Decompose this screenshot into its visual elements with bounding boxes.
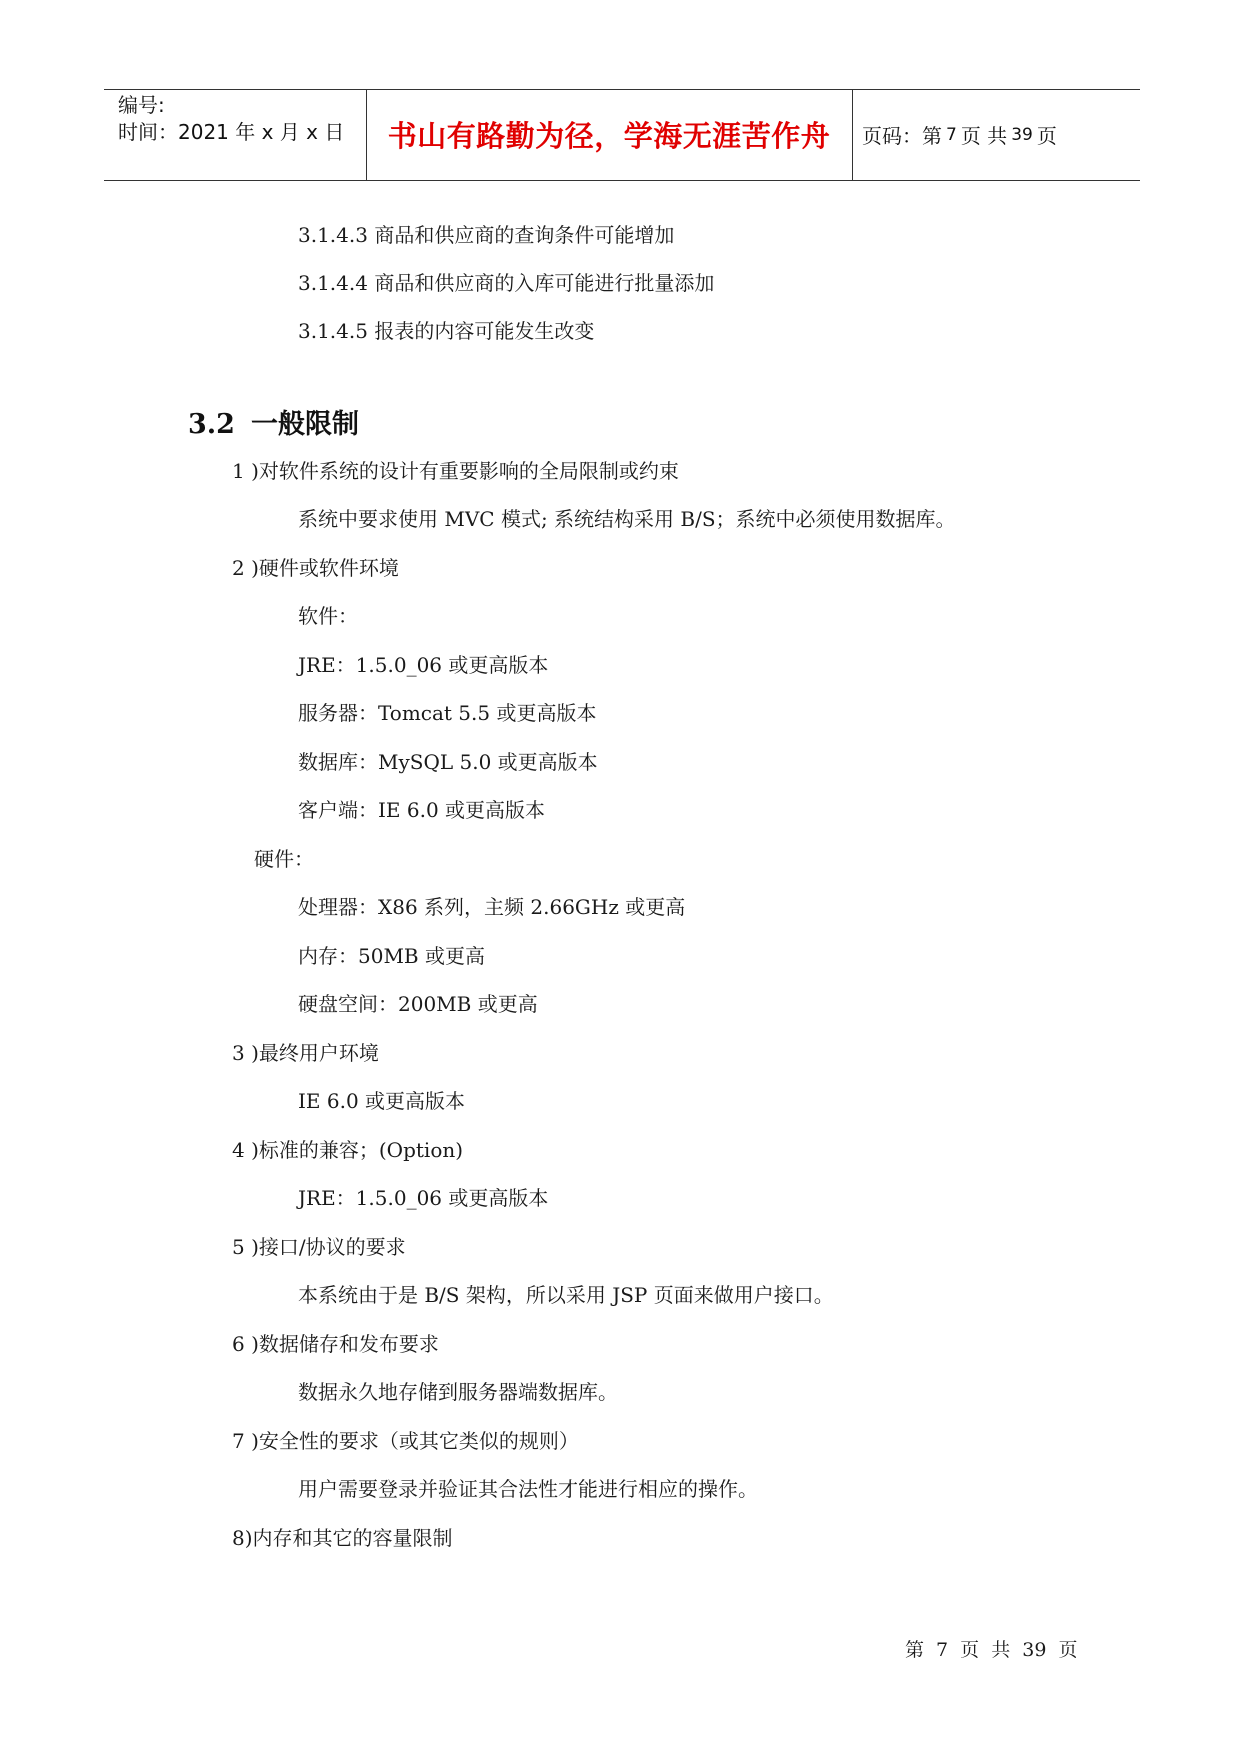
page-footer: 第 7 页 共 39 页: [905, 1639, 1078, 1661]
content-line: 软件：: [298, 604, 358, 628]
content-line: 处理器：X86 系列，主频 2.66GHz 或更高: [298, 895, 686, 919]
content-line: 7 )安全性的要求（或其它类似的规则）: [232, 1429, 579, 1453]
page-suffix: 页: [1036, 124, 1057, 148]
content-line: 6 )数据储存和发布要求: [232, 1332, 439, 1356]
content-line: 3 )最终用户环境: [232, 1041, 379, 1065]
content-line: 2 )硬件或软件环境: [232, 556, 399, 580]
content-line: 客户端：IE 6.0 或更高版本: [298, 798, 546, 822]
content-line: IE 6.0 或更高版本: [298, 1089, 466, 1113]
content-line: 硬盘空间：200MB 或更高: [298, 992, 538, 1016]
header-motto: 书山有路勤为径，学海无涯苦作舟: [387, 119, 831, 153]
list-item: 3.1.4.3 商品和供应商的查询条件可能增加: [298, 223, 675, 247]
content-line: 本系统由于是 B/S 架构，所以采用 JSP 页面来做用户接口。: [298, 1283, 834, 1307]
list-item: 3.1.4.5 报表的内容可能发生改变: [298, 319, 595, 343]
content-line: 数据永久地存储到服务器端数据库。: [298, 1380, 618, 1404]
content-line: 数据库：MySQL 5.0 或更高版本: [298, 750, 598, 774]
content-line: 内存：50MB 或更高: [298, 944, 485, 968]
content-line: 服务器：Tomcat 5.5 或更高版本: [298, 701, 597, 725]
header-page-info: [862, 90, 1057, 179]
header-left-cell: [118, 92, 344, 146]
page-prefix: 页码：第: [862, 124, 942, 148]
content-line: 用户需要登录并验证其合法性才能进行相应的操作。: [298, 1477, 758, 1501]
content-line: 4 )标准的兼容；(Option): [232, 1138, 464, 1162]
page-total: 39: [1011, 124, 1033, 145]
page-header: [104, 89, 1140, 181]
content-line: JRE：1.5.0_06 或更高版本: [298, 653, 549, 677]
content-line: 5 )接口/协议的要求: [232, 1235, 406, 1259]
content-line: 系统中要求使用 MVC 模式; 系统结构采用 B/S；系统中必须使用数据库。: [298, 507, 956, 531]
page-mid: 页 共: [960, 124, 1008, 148]
content-line: 1 )对软件系统的设计有重要影响的全局限制或约束: [232, 459, 679, 483]
document-number-label: 编号:: [118, 93, 165, 117]
page-current: 7: [946, 124, 957, 145]
content-line: 硬件：: [254, 847, 314, 871]
header-divider: [852, 90, 853, 180]
content-line: JRE：1.5.0_06 或更高版本: [298, 1186, 549, 1210]
section-heading: [188, 402, 359, 441]
document-time: 时间：2021 年 x 月 x 日: [118, 120, 345, 144]
section-title: 一般限制: [250, 409, 359, 440]
list-item: 3.1.4.4 商品和供应商的入库可能进行批量添加: [298, 271, 715, 295]
content-line: 8)内存和其它的容量限制: [232, 1526, 453, 1550]
section-number: 3.2: [188, 409, 235, 440]
